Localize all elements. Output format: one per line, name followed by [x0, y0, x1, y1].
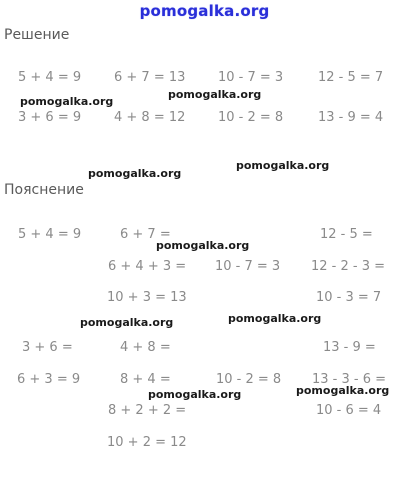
explanation-eq: 10 - 6 = 4 — [316, 403, 382, 418]
explanation-eq: 12 - 2 - 3 = — [311, 259, 386, 274]
explanation-eq: 4 + 8 = — [120, 340, 171, 355]
explanation-eq: 12 - 5 = — [320, 227, 373, 242]
explanation-heading: Пояснение — [4, 182, 84, 198]
explanation-eq: 13 - 9 = — [323, 340, 376, 355]
watermark: pomogalka.org — [228, 312, 322, 325]
explanation-eq: 10 - 3 = 7 — [316, 290, 382, 305]
solution-eq: 6 + 7 = 13 — [114, 70, 186, 85]
watermark: pomogalka.org — [296, 384, 390, 397]
watermark: pomogalka.org — [20, 95, 114, 108]
watermark: pomogalka.org — [236, 159, 330, 172]
watermark: pomogalka.org — [148, 388, 242, 401]
explanation-eq: 3 + 6 = — [22, 340, 73, 355]
solution-eq: 3 + 6 = 9 — [18, 110, 82, 125]
explanation-eq: 6 + 4 + 3 = — [108, 259, 187, 274]
explanation-eq: 10 + 3 = 13 — [107, 290, 187, 305]
explanation-eq: 13 - 3 - 6 = — [312, 372, 387, 387]
explanation-eq: 6 + 3 = 9 — [17, 372, 81, 387]
site-header[interactable]: pomogalka.org — [139, 2, 270, 20]
solution-eq: 4 + 8 = 12 — [114, 110, 186, 125]
solution-eq: 13 - 9 = 4 — [318, 110, 384, 125]
solution-eq: 12 - 5 = 7 — [318, 70, 384, 85]
explanation-eq: 6 + 7 = — [120, 227, 171, 242]
solution-heading: Решение — [4, 27, 70, 43]
watermark: pomogalka.org — [156, 239, 250, 252]
solution-eq: 10 - 2 = 8 — [218, 110, 284, 125]
explanation-eq: 5 + 4 = 9 — [18, 227, 82, 242]
watermark: pomogalka.org — [80, 316, 174, 329]
watermark: pomogalka.org — [88, 167, 182, 180]
solution-eq: 10 - 7 = 3 — [218, 70, 284, 85]
watermark: pomogalka.org — [168, 88, 262, 101]
solution-eq: 5 + 4 = 9 — [18, 70, 82, 85]
explanation-eq: 10 - 7 = 3 — [215, 259, 281, 274]
explanation-eq: 10 - 2 = 8 — [216, 372, 282, 387]
explanation-eq: 10 + 2 = 12 — [107, 435, 187, 450]
explanation-eq: 8 + 2 + 2 = — [108, 403, 187, 418]
explanation-eq: 8 + 4 = — [120, 372, 171, 387]
